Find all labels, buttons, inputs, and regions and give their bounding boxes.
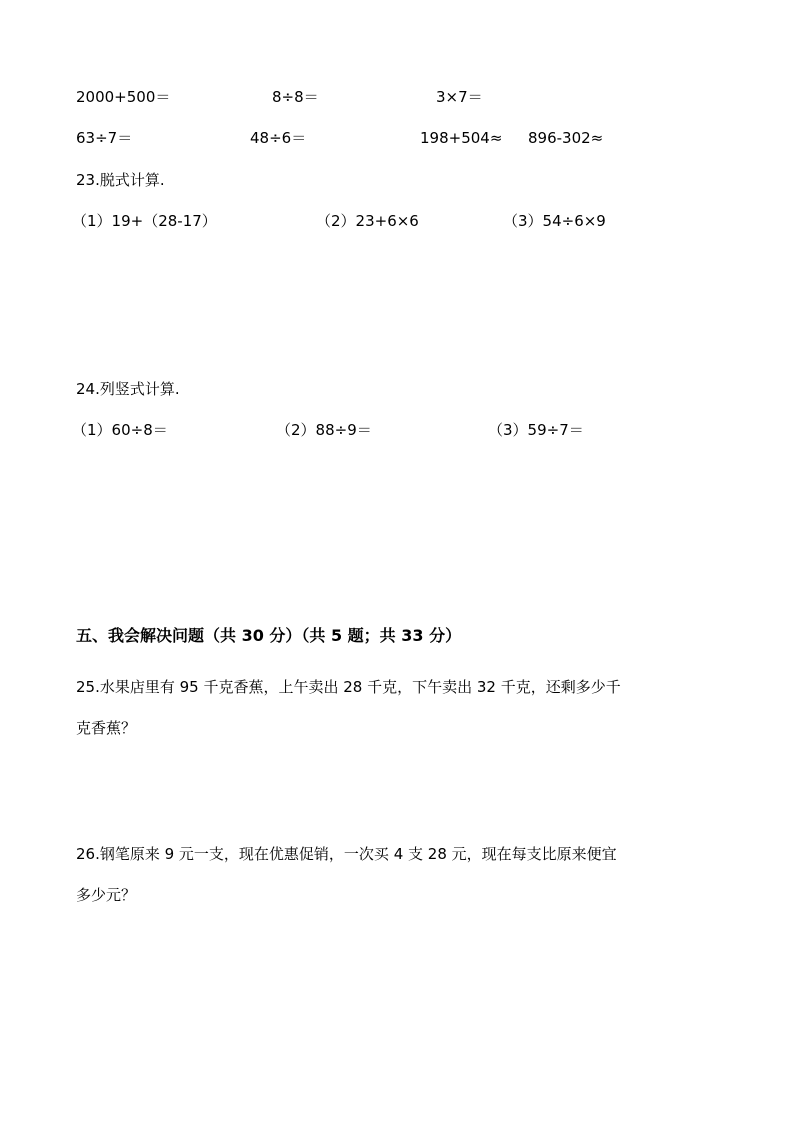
mental-math-expr: 3×7＝ [436,88,483,106]
mental-math-expr: 48÷6＝ [250,129,307,147]
mental-math-expr: 63÷7＝ [76,129,133,147]
mental-math-expr: 896-302≈ [528,129,604,147]
question-24-item: （3）59÷7＝ [488,421,584,439]
question-24-item: （2）88÷9＝ [276,421,372,439]
question-25-line-2: 克香蕉？ [76,719,137,737]
question-24-item: （1）60÷8＝ [72,421,168,439]
question-25-line-1: 25.水果店里有 95 千克香蕉，上午卖出 28 千克，下午卖出 32 千克，还剩多少千 [76,678,621,696]
question-23-item: （3）54÷6×9 [503,212,606,230]
question-23-title: 23.脱式计算. [76,171,165,189]
question-26-line-1: 26.钢笔原来 9 元一支，现在优惠促销，一次买 4 支 28 元，现在每支比原来便宜 [76,845,617,863]
question-23-item: （2）23+6×6 [316,212,419,230]
mental-math-expr: 8÷8＝ [272,88,319,106]
mental-math-expr: 2000+500＝ [76,88,171,106]
section-5-heading: 五、我会解决问题（共 30 分）（共 5 题；共 33 分） [76,626,462,645]
question-24-title: 24.列竖式计算. [76,380,180,398]
question-23-item: （1）19+（28-17） [72,212,217,230]
mental-math-expr: 198+504≈ [420,129,503,147]
question-26-line-2: 多少元？ [76,886,137,904]
